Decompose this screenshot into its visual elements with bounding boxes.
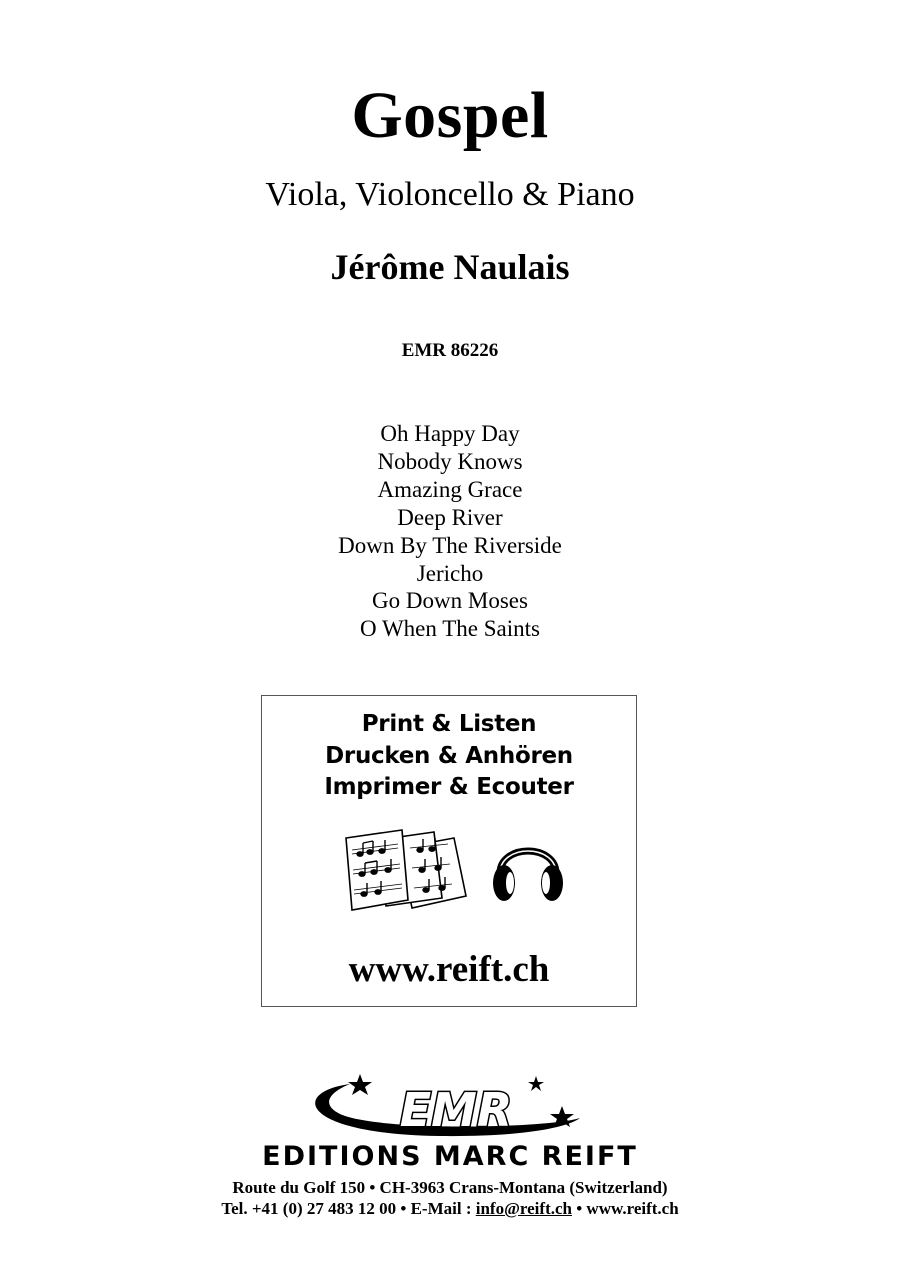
emr-logo-text: EMR [399,1083,513,1137]
list-item: Deep River [397,504,503,530]
promo-website-link[interactable]: www.reift.ch [348,949,550,990]
print-listen-box [261,695,637,1007]
sheet-music-icon [342,826,468,922]
list-item: Go Down Moses [372,588,528,614]
phone-text: Tel. +41 (0) 27 483 12 00 • E-Mail : [221,1199,472,1218]
list-item: O When The Saints [360,616,540,642]
publisher-name: EDITIONS MARC REIFT [262,1141,638,1172]
list-item: Down By The Riverside [338,532,562,558]
promo-line-de: Drucken & Anhören [325,742,573,769]
website-text[interactable]: • www.reift.ch [576,1199,679,1218]
promo-line-en: Print & Listen [361,711,537,737]
publisher-address: Route du Golf 150 • CH-3963 Crans-Montana (Switzerland) [232,1178,668,1197]
emr-logo [230,1070,670,1146]
list-item: Jericho [416,560,484,586]
composer-name: Jérôme Naulais [330,247,570,287]
publisher-contact [0,1199,900,1219]
list-item: Amazing Grace [377,476,523,502]
email-link[interactable]: info@reift.ch [475,1199,572,1218]
headphones-icon [492,831,564,907]
list-item: Nobody Knows [377,448,523,474]
page-title: Gospel [351,79,549,152]
contents-list [0,420,900,643]
list-item: Oh Happy Day [380,421,520,446]
catalog-number: EMR 86226 [401,340,499,361]
instrumentation-subtitle: Viola, Violoncello & Piano [265,176,635,213]
promo-line-fr: Imprimer & Ecouter [324,774,574,800]
